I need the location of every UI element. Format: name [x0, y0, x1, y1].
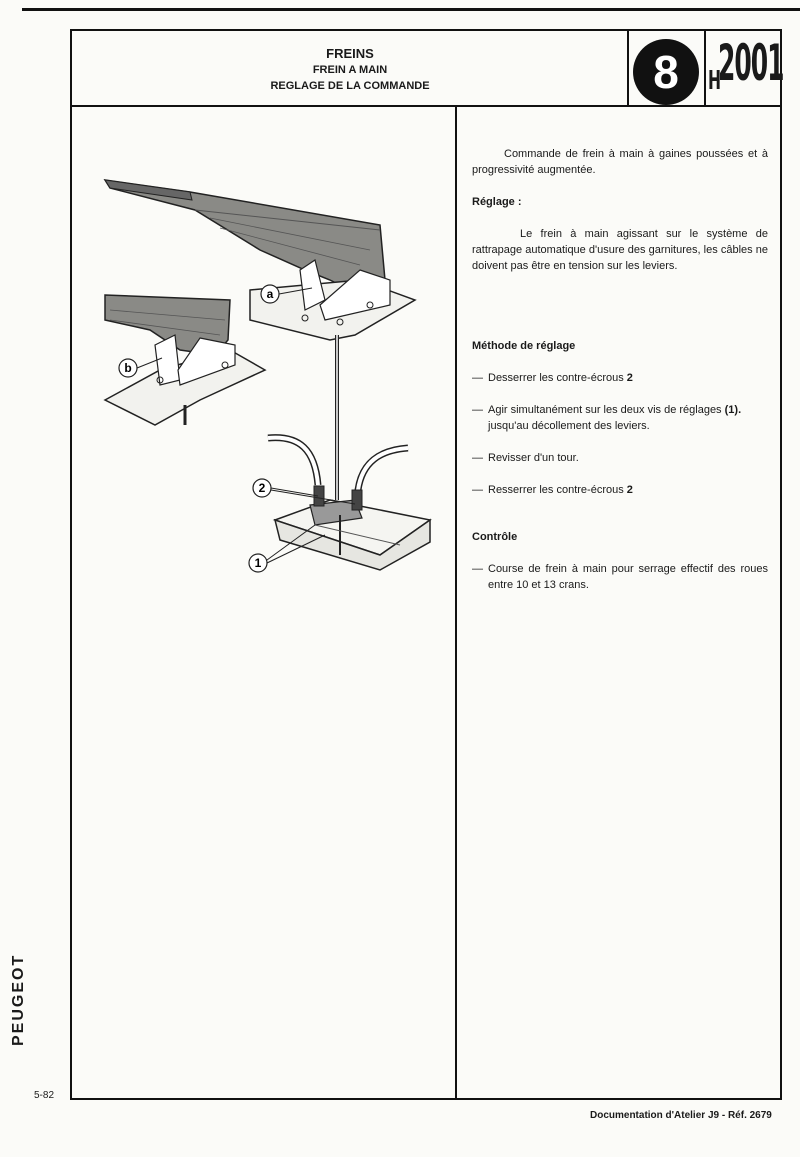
callout-2-label: 2 [258, 481, 266, 495]
header-divider [627, 31, 629, 107]
list-item [472, 370, 768, 386]
section-heading-reglage: Réglage : [472, 196, 522, 208]
step-text: Desserrer les contre-écrous [488, 372, 627, 384]
step-text: Agir simultanément sur les deux vis de réglages [488, 404, 725, 416]
section-number-badge: 8 [633, 39, 699, 105]
brand-label: PEUGEOT [10, 953, 27, 1046]
model-prefix: H [708, 66, 722, 96]
list-dash: — [472, 372, 483, 384]
model-number: 2001 [718, 34, 784, 92]
list-item [472, 482, 768, 498]
column-divider [455, 107, 457, 1098]
callout-b-label: b [124, 361, 132, 375]
top-rule [22, 8, 800, 11]
section-heading-controle: Contrôle [472, 531, 518, 543]
page-number: 5-82 [34, 1090, 55, 1101]
list-dash: — [472, 404, 483, 416]
list-dash: — [472, 452, 483, 464]
cable-sheath-left [268, 438, 318, 485]
step-text: jusqu'au décollement des leviers. [488, 420, 650, 432]
header-divider [704, 31, 706, 107]
page-subtitle: REGLAGE DE LA COMMANDE [270, 80, 430, 92]
step-ref: 2 [626, 484, 633, 496]
list-item [472, 402, 768, 434]
list-dash: — [472, 484, 483, 496]
reglage-paragraph: Le frein à main agissant sur le système de rattrapage automatique d'usure des garnitures, les câbles ne doivent pas être en tension sur les leviers. [472, 228, 768, 272]
controle-text: Course de frein à main pour serrage effectif des roues entre 10 et 13 crans. [488, 563, 768, 591]
handbrake-illustration [100, 170, 440, 590]
adjuster-box [275, 486, 430, 570]
step-ref: (1). [724, 404, 742, 416]
model-label [708, 34, 784, 104]
step-ref: 2 [626, 372, 633, 384]
section-heading-method: Méthode de réglage [472, 340, 576, 352]
intro-paragraph: Commande de frein à main à gaines poussées et à progressivité augmentée. [472, 148, 768, 176]
cable-sheath-right-fill [358, 448, 408, 490]
step-text: Revisser d'un tour. [488, 452, 579, 464]
page-subtitle: FREIN A MAIN [312, 64, 388, 76]
callout-2-leader [271, 488, 318, 496]
list-dash: — [472, 563, 483, 575]
callout-1-label: 1 [254, 556, 262, 570]
step-text: Resserrer les contre-écrous [488, 484, 627, 496]
page-title: FREINS [326, 46, 374, 61]
list-item [472, 450, 768, 466]
callout-2-leader [271, 490, 355, 504]
list-item [472, 561, 768, 593]
callout-a-label: a [266, 287, 274, 301]
footer-reference: Documentation d'Atelier J9 - Réf. 2679 [590, 1110, 772, 1121]
page-title-block [200, 46, 500, 94]
